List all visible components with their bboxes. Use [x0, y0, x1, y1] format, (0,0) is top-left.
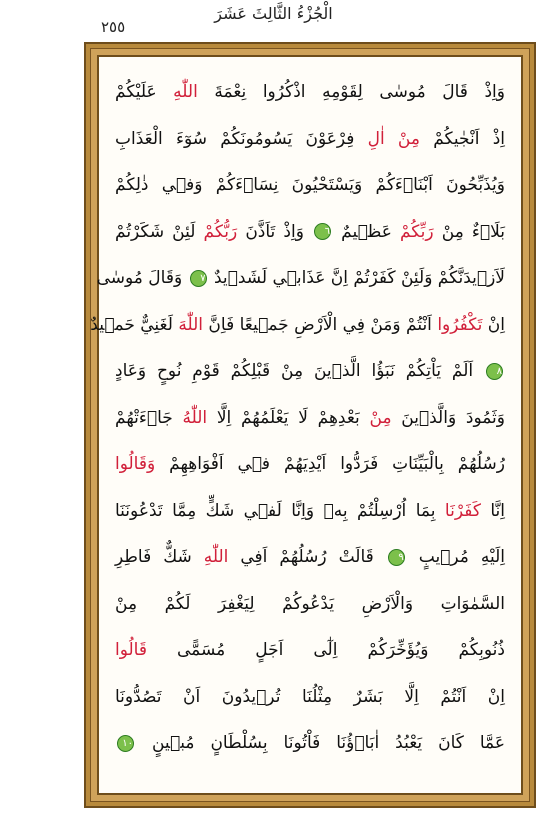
verse-line — [115, 589, 505, 619]
verse-text-segment: رُسُلُهُمْ بِالْبَيِّنَاتِ فَرَدُّوا اَيْدِيَهُمْ فٖي اَفْوَاهِهِمْ — [155, 454, 505, 474]
highlighted-word: مِنْ — [369, 407, 392, 428]
verse-line — [115, 542, 505, 572]
verse-text-segment: اِنْ — [482, 314, 505, 335]
verse-text-segment: فِرْعَوْنَ يَسُومُونَكُمْ سُوٓءَ الْعَذَابِ — [115, 128, 368, 149]
verse-line — [115, 635, 505, 665]
verse-text-segment: اِنَّا — [480, 500, 505, 521]
verse-line — [115, 449, 505, 479]
verse-text-segment: لَاَزٖيدَنَّكُمْ وَلَئِنْ كَفَرْتُمْ اِنَّ عَذَابٖي لَشَدٖيدٌ — [208, 268, 505, 288]
highlighted-word: قَالُوا — [115, 640, 147, 660]
verse-text-segment: لَئِنْ شَكَرْتُمْ — [115, 221, 204, 242]
highlighted-word: اللّٰهِ — [173, 82, 198, 102]
verse-line — [115, 217, 505, 247]
verse-text-segment: وَاِذْ تَاَذَّنَ — [237, 221, 313, 242]
highlighted-word: اللّٰهَ — [178, 314, 204, 335]
verse-text-segment: اِنْ اَنْتُمْ اِلَّا بَشَرٌ مِثْلُنَا تُرٖيدُونَ اَنْ تَصُدُّونَا — [115, 686, 505, 707]
verse-line — [115, 496, 505, 526]
frame-border — [90, 48, 530, 802]
verse-text-segment: وَيُذَبِّحُونَ اَبْنَاۤءَكُمْ وَيَسْتَحْيُونَ نِسَاۤءَكُمْ وَفٖي ذٰلِكُمْ — [115, 175, 505, 195]
verse-line — [115, 77, 505, 107]
juz-title: الْجُزْءُ الثَّالِثَ عَشَرَ — [214, 4, 333, 23]
verse-line — [90, 310, 505, 340]
verse-text-segment: عَلَيْكُمْ — [115, 82, 174, 102]
verse-line — [115, 356, 505, 386]
page-frame — [84, 42, 536, 808]
highlighted-word: كَفَرْنَا — [444, 500, 481, 521]
verse-text — [90, 71, 506, 779]
verse-text-segment: بِمَا اُرْسِلْتُمْ بِهٖ وَاِنَّا لَفٖي شَكٍّ مِمَّا تَدْعُونَنَا — [115, 500, 445, 521]
verse-text-segment: ذُنُوبِكُمْ وَيُؤَخِّرَكُمْ اِلٰٓى اَجَلٍ مُسَمًّى — [147, 640, 505, 660]
verse-line — [115, 170, 505, 200]
verse-text-segment: اَلَمْ يَاْتِكُمْ نَبَؤُا الَّذٖينَ مِنْ قَبْلِكُمْ قَوْمِ نُوحٍ وَعَادٍ — [115, 361, 484, 381]
highlighted-word: رَبِّكُمْ — [399, 221, 434, 242]
verse-text-segment: وَقَالَ مُوسٰى — [96, 268, 188, 288]
verse-text-segment: عَمَّا كَانَ يَعْبُدُ اٰبَاۤؤُنَا فَاْتُونَا بِسُلْطَانٍ مُبٖينٍ — [136, 733, 505, 753]
highlighted-word: رَبُّكُمْ — [203, 221, 238, 242]
verse-line — [115, 403, 505, 433]
verse-line — [115, 124, 505, 154]
verse-line — [115, 728, 505, 758]
verse-text-segment: عَظٖيمٌ — [333, 221, 400, 242]
verse-text-segment: لَغَنِيٌّ حَمٖيدٌ — [90, 314, 179, 335]
verse-text-segment: اِلَيْهِ مُرٖيبٍ — [406, 547, 505, 567]
verse-text-segment: وَاِذْ قَالَ مُوسٰى لِقَوْمِهِ اذْكُرُوا نِعْمَةَ — [197, 82, 505, 102]
verse-text-segment: قَالَتْ رُسُلُهُمْ اَفِي — [228, 547, 386, 567]
verse-line — [96, 263, 505, 293]
verse-text-segment: السَّمٰوَاتِ وَالْاَرْضِ يَدْعُوكُمْ لِيَغْفِرَ لَكُمْ مِنْ — [115, 593, 505, 614]
verse-text-segment: بَلَاۤءٌ مِنْ — [433, 221, 505, 242]
ayah-number-marker: ١٠ — [117, 735, 134, 752]
verse-line — [115, 682, 505, 712]
ayah-number-marker: ٨ — [486, 363, 503, 380]
verse-text-segment: اَنْتُمْ وَمَنْ فِي الْاَرْضِ جَمٖيعًا فَاِنَّ — [203, 314, 438, 335]
verse-text-segment: بَعْدِهِمْ لَا يَعْلَمُهُمْ اِلَّا — [207, 407, 370, 428]
ayah-number-marker: ٧ — [190, 270, 207, 287]
text-panel — [90, 55, 523, 795]
verse-text-segment: اِذْ اَنْجٰيكُمْ — [419, 128, 505, 149]
page-number: ٢٥٥ — [101, 18, 126, 36]
highlighted-word: وَقَالُوا — [115, 454, 156, 474]
verse-text-segment: وَثَمُودَ وَالَّذٖينَ — [391, 407, 506, 428]
highlighted-word: تَكْفُرُوا — [437, 314, 483, 335]
highlighted-word: مِنْ اٰلِ — [367, 128, 420, 149]
highlighted-word: اللّٰهُ — [182, 407, 208, 428]
verse-text-segment: شَكٌّ فَاطِرِ — [115, 547, 204, 567]
ayah-number-marker: ٦ — [314, 223, 331, 240]
highlighted-word: اللّٰهِ — [203, 547, 229, 567]
ayah-number-marker: ٩ — [388, 549, 405, 566]
verse-text-segment: جَاۤءَتْهُمْ — [115, 407, 183, 428]
